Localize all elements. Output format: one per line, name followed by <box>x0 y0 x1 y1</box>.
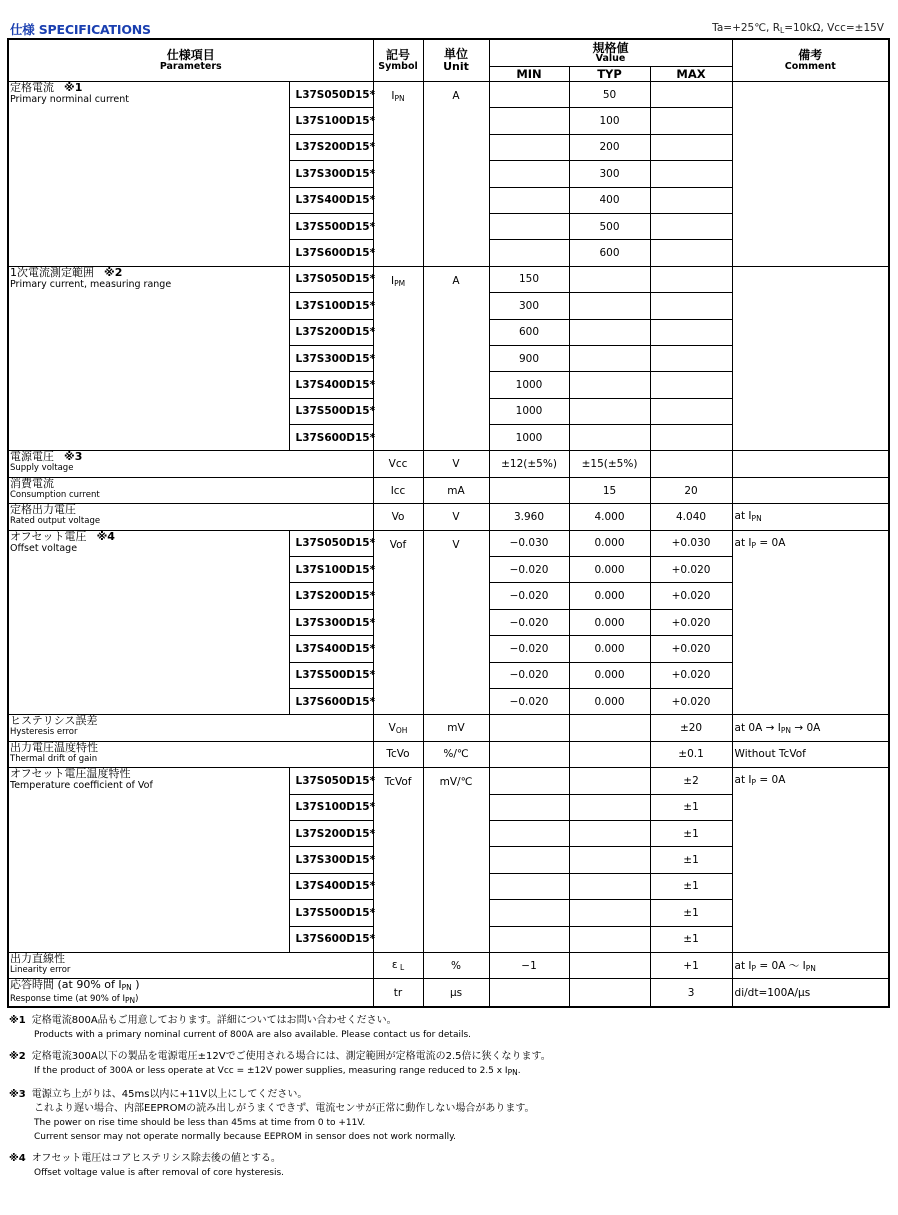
value-typ <box>569 873 650 899</box>
value-min <box>489 477 569 503</box>
parameter-name <box>8 266 289 451</box>
value-typ <box>569 372 650 398</box>
spec-table <box>7 38 890 1008</box>
value-max <box>650 266 732 292</box>
value-max: ±0.1 <box>650 741 732 767</box>
comment: at $I_P = 0A$ 〜 $I_{PN}$ <box>732 952 889 978</box>
model-number: L37S500D15* <box>289 398 373 424</box>
parameter-en: Thermal drift of gain <box>10 753 98 764</box>
parameter-ja: 出力直線性 <box>10 951 65 965</box>
value-typ: 0.000 <box>569 662 650 688</box>
value-min <box>489 82 569 108</box>
comment <box>732 477 889 503</box>
value-typ: 0.000 <box>569 636 650 662</box>
parameter-en: Linearity error <box>10 964 71 975</box>
footnote-ja: ※1 定格電流800A品もご用意しております。詳細についてはお問い合わせください。 <box>9 1015 397 1026</box>
comment <box>732 451 889 477</box>
col-min: MIN <box>489 67 569 82</box>
symbol: Icc <box>373 477 423 503</box>
model-number: L37S400D15* <box>289 372 373 398</box>
value-min: −0.020 <box>489 609 569 635</box>
value-max <box>650 372 732 398</box>
spec-row <box>8 768 889 794</box>
value-max: +0.020 <box>650 636 732 662</box>
value-min: 1000 <box>489 372 569 398</box>
value-max <box>650 319 732 345</box>
parameter-ja: 1次電流測定範囲 ※2 <box>10 265 123 279</box>
spec-row <box>8 266 889 292</box>
model-number: L37S200D15* <box>289 319 373 345</box>
unit: A <box>423 266 489 451</box>
footnote-ja: これより遅い場合、内部EEPROMの読み出しがうまくできず、電流センサが正常に動作しない場合があります。 <box>34 1103 535 1114</box>
footnote <box>9 1050 889 1080</box>
value-min <box>489 240 569 266</box>
symbol: $I_{PN}$ <box>373 82 423 267</box>
value-typ: 100 <box>569 108 650 134</box>
spec-row <box>8 451 889 477</box>
col-comment: 備考 Comment <box>732 39 889 82</box>
value-min <box>489 926 569 952</box>
model-number: L37S400D15* <box>289 873 373 899</box>
value-min <box>489 161 569 187</box>
parameter-name <box>8 504 373 530</box>
spec-header <box>8 20 886 38</box>
col-unit: 単位 Unit <box>423 39 489 82</box>
value-typ <box>569 319 650 345</box>
value-min <box>489 768 569 794</box>
footnote-ja: ※4 オフセット電圧はコアヒステリシス除去後の値とする。 <box>9 1153 281 1164</box>
value-min: 3.960 <box>489 504 569 530</box>
spec-row <box>8 952 889 978</box>
value-max: ±20 <box>650 715 732 741</box>
value-max <box>650 134 732 160</box>
parameter-name <box>8 768 289 953</box>
parameter-ja: 出力電圧温度特性 <box>10 740 98 754</box>
model-number: L37S050D15* <box>289 266 373 292</box>
value-min <box>489 134 569 160</box>
parameter-ja: オフセット電圧 ※4 <box>10 529 115 543</box>
footnotes <box>9 1014 889 1188</box>
value-min: −0.020 <box>489 557 569 583</box>
unit: mV/℃ <box>423 768 489 953</box>
footnote-en: The power on rise time should be less than 45ms at time from 0 to +11V. <box>34 1118 366 1128</box>
spec-row <box>8 530 889 556</box>
model-number: L37S600D15* <box>289 425 373 451</box>
parameter-ja: 定格出力電圧 <box>10 503 76 517</box>
value-typ <box>569 900 650 926</box>
value-typ: 0.000 <box>569 557 650 583</box>
parameter-name <box>8 715 373 741</box>
value-typ <box>569 794 650 820</box>
value-typ: 50 <box>569 82 650 108</box>
value-max: ±1 <box>650 900 732 926</box>
spec-row <box>8 477 889 503</box>
parameter-name <box>8 530 289 715</box>
parameter-ja: ヒステリシス誤差 <box>10 714 98 728</box>
parameter-name <box>8 451 373 477</box>
value-min: 900 <box>489 345 569 371</box>
value-typ <box>569 847 650 873</box>
value-max <box>650 108 732 134</box>
value-max: +0.020 <box>650 583 732 609</box>
comment <box>732 82 889 267</box>
parameter-en: Rated output voltage <box>10 516 101 527</box>
footnote-en: Products with a primary nominal current of 800A are also available. Please contact us for details. <box>34 1030 472 1040</box>
value-max <box>650 451 732 477</box>
unit: V <box>423 530 489 715</box>
value-min: ±12(±5%) <box>489 451 569 477</box>
unit: V <box>423 451 489 477</box>
model-number: L37S200D15* <box>289 820 373 846</box>
footnote <box>9 1088 889 1144</box>
value-max: 20 <box>650 477 732 503</box>
value-max: +0.020 <box>650 609 732 635</box>
parameter-name <box>8 82 289 267</box>
unit: % <box>423 952 489 978</box>
model-number: L37S600D15* <box>289 688 373 714</box>
value-min: 600 <box>489 319 569 345</box>
footnote-ja: ※2 定格電流300A以下の製品を電源電圧±12Vでご使用される場合には、測定範囲が定格電流の2.5倍に狭くなります。 <box>9 1051 551 1062</box>
value-typ <box>569 741 650 767</box>
symbol: Vo <box>373 504 423 530</box>
value-min: 1000 <box>489 425 569 451</box>
value-max <box>650 425 732 451</box>
footnote-ja: ※3 電源立ち上がりは、45ms以内に+11V以上にしてください。 <box>9 1089 308 1100</box>
symbol: Vcc <box>373 451 423 477</box>
col-value: 規格値 Value <box>489 39 732 67</box>
parameter-ja: 応答時間 (at 90% of $I_{PN}$ ) <box>10 978 140 993</box>
unit: mA <box>423 477 489 503</box>
parameter-ja: 消費電流 <box>10 476 54 490</box>
value-min <box>489 900 569 926</box>
spec-row <box>8 979 889 1008</box>
value-min: −1 <box>489 952 569 978</box>
model-number: L37S300D15* <box>289 161 373 187</box>
value-typ <box>569 425 650 451</box>
symbol: Vof <box>373 530 423 715</box>
value-min: 150 <box>489 266 569 292</box>
value-max <box>650 240 732 266</box>
value-max <box>650 161 732 187</box>
footnote-en: Current sensor may not operate normally because EEPROM in sensor does not work normally. <box>34 1132 457 1142</box>
parameter-en: Supply voltage <box>10 463 74 474</box>
comment: at $I_P = 0A$ <box>732 768 889 953</box>
value-min <box>489 847 569 873</box>
value-max: ±1 <box>650 926 732 952</box>
footnote <box>9 1152 889 1180</box>
value-max: +0.020 <box>650 557 732 583</box>
parameter-ja: オフセット電圧温度特性 <box>10 767 131 781</box>
value-typ: 15 <box>569 477 650 503</box>
value-min <box>489 213 569 239</box>
footnote-en: Offset voltage value is after removal of core hysteresis. <box>34 1168 285 1178</box>
value-max <box>650 293 732 319</box>
symbol: $V_{OH}$ <box>373 715 423 741</box>
col-symbol: 記号 Symbol <box>373 39 423 82</box>
value-max: +0.030 <box>650 530 732 556</box>
value-typ <box>569 820 650 846</box>
parameter-en: Consumption current <box>10 489 100 500</box>
symbol: tr <box>373 979 423 1008</box>
value-typ <box>569 979 650 1008</box>
model-number: L37S600D15* <box>289 926 373 952</box>
model-number: L37S500D15* <box>289 662 373 688</box>
spec-row <box>8 715 889 741</box>
unit: V <box>423 504 489 530</box>
parameter-en: Primary norminal current <box>10 94 129 105</box>
value-typ <box>569 768 650 794</box>
value-typ: ±15(±5%) <box>569 451 650 477</box>
value-max <box>650 82 732 108</box>
parameter-en: Temperature coefficient of Vof <box>10 780 153 792</box>
value-typ <box>569 266 650 292</box>
value-max: ±2 <box>650 768 732 794</box>
symbol: ε $_L$ <box>373 952 423 978</box>
value-max: ±1 <box>650 820 732 846</box>
parameter-ja: 電源電圧 ※3 <box>10 450 83 464</box>
value-max: +0.020 <box>650 662 732 688</box>
model-number: L37S300D15* <box>289 345 373 371</box>
parameter-ja: 定格電流 ※1 <box>10 81 83 94</box>
value-typ <box>569 952 650 978</box>
unit: μs <box>423 979 489 1008</box>
section-title: 仕様 SPECIFICATIONS <box>10 22 151 37</box>
test-conditions: Ta=+25℃, $R_L=10k\Omega$, Vcc=±15V <box>712 22 884 35</box>
comment: at $I_{PN}$ <box>732 504 889 530</box>
model-number: L37S100D15* <box>289 293 373 319</box>
value-min: 1000 <box>489 398 569 424</box>
parameter-en: Offset voltage <box>10 542 78 554</box>
value-max <box>650 213 732 239</box>
spec-row <box>8 82 889 108</box>
unit: mV <box>423 715 489 741</box>
comment <box>732 266 889 451</box>
model-number: L37S500D15* <box>289 900 373 926</box>
symbol: TcVof <box>373 768 423 953</box>
parameter-name <box>8 477 373 503</box>
parameter-en: Hysteresis error <box>10 727 78 738</box>
value-min: −0.020 <box>489 636 569 662</box>
value-typ <box>569 398 650 424</box>
spec-row <box>8 741 889 767</box>
value-min <box>489 108 569 134</box>
model-number: L37S050D15* <box>289 768 373 794</box>
model-number: L37S200D15* <box>289 134 373 160</box>
parameter-en: Primary current, measuring range <box>10 278 172 290</box>
value-min: −0.020 <box>489 688 569 714</box>
value-max <box>650 187 732 213</box>
value-typ: 0.000 <box>569 583 650 609</box>
value-min <box>489 715 569 741</box>
col-typ: TYP <box>569 67 650 82</box>
footnote <box>9 1014 889 1042</box>
col-parameters: 仕様項目 Parameters <box>8 39 373 82</box>
value-min: −0.020 <box>489 662 569 688</box>
value-typ: 500 <box>569 213 650 239</box>
comment: at $0A \to I_{PN} \to 0A$ <box>732 715 889 741</box>
value-typ: 200 <box>569 134 650 160</box>
value-typ: 0.000 <box>569 688 650 714</box>
value-min <box>489 873 569 899</box>
value-typ: 300 <box>569 161 650 187</box>
value-max: ±1 <box>650 794 732 820</box>
value-min: 300 <box>489 293 569 319</box>
model-number: L37S050D15* <box>289 82 373 108</box>
value-max: ±1 <box>650 873 732 899</box>
value-max: ±1 <box>650 847 732 873</box>
value-typ: 0.000 <box>569 609 650 635</box>
parameter-name <box>8 952 373 978</box>
model-number: L37S300D15* <box>289 847 373 873</box>
symbol: TcVo <box>373 741 423 767</box>
value-typ: 0.000 <box>569 530 650 556</box>
model-number: L37S500D15* <box>289 213 373 239</box>
model-number: L37S200D15* <box>289 583 373 609</box>
unit: A <box>423 82 489 267</box>
value-typ <box>569 715 650 741</box>
value-min <box>489 979 569 1008</box>
value-max: 4.040 <box>650 504 732 530</box>
comment: Without TcVof <box>732 741 889 767</box>
model-number: L37S050D15* <box>289 530 373 556</box>
model-number: L37S100D15* <box>289 557 373 583</box>
value-min <box>489 187 569 213</box>
value-max: +0.020 <box>650 688 732 714</box>
footnote-en: If the product of 300A or less operate at Vcc = ±12V power supplies, measuring range reduced to 2.5 x $I_{PN}$. <box>34 1066 521 1077</box>
value-max <box>650 398 732 424</box>
comment: di/dt=100A/μs <box>732 979 889 1008</box>
value-min <box>489 794 569 820</box>
parameter-name <box>8 741 373 767</box>
model-number: L37S100D15* <box>289 794 373 820</box>
model-number: L37S600D15* <box>289 240 373 266</box>
value-typ <box>569 345 650 371</box>
col-max: MAX <box>650 67 732 82</box>
model-number: L37S300D15* <box>289 609 373 635</box>
value-min <box>489 820 569 846</box>
value-typ: 600 <box>569 240 650 266</box>
spec-row <box>8 504 889 530</box>
parameter-en: Response time (at 90% of $I_{PN}$) <box>10 994 139 1006</box>
model-number: L37S100D15* <box>289 108 373 134</box>
value-typ <box>569 926 650 952</box>
value-typ <box>569 293 650 319</box>
model-number: L37S400D15* <box>289 187 373 213</box>
unit: %/℃ <box>423 741 489 767</box>
value-max: +1 <box>650 952 732 978</box>
value-min: −0.030 <box>489 530 569 556</box>
value-typ: 4.000 <box>569 504 650 530</box>
value-max <box>650 345 732 371</box>
symbol: $I_{PM}$ <box>373 266 423 451</box>
parameter-name <box>8 979 373 1008</box>
value-min <box>489 741 569 767</box>
value-typ: 400 <box>569 187 650 213</box>
model-number: L37S400D15* <box>289 636 373 662</box>
comment: at $I_P = 0A$ <box>732 530 889 715</box>
value-max: 3 <box>650 979 732 1008</box>
value-min: −0.020 <box>489 583 569 609</box>
